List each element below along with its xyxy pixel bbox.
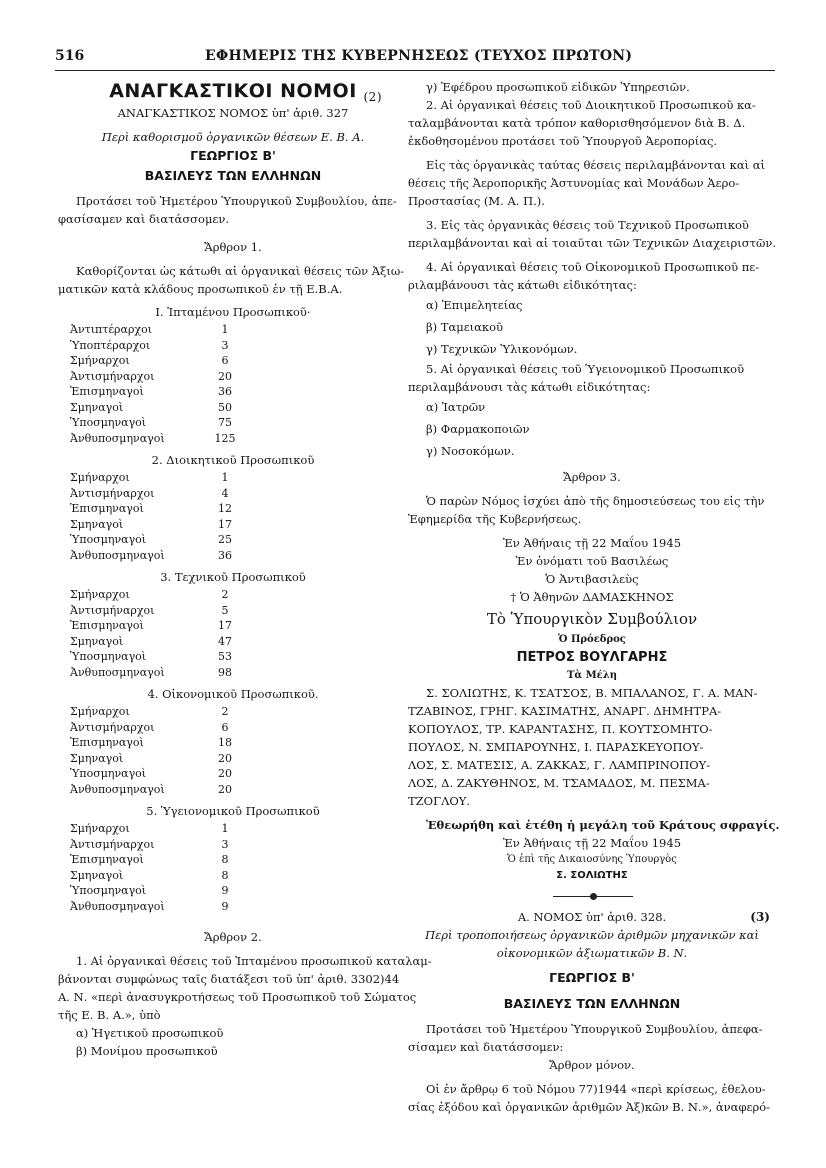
group-heading: 3. Τεχνικοῦ Προσωπικοῦ (160, 570, 306, 584)
table-row (58, 587, 408, 603)
rank-count: 6 (221, 720, 229, 734)
rank-name: Ἀντισμήναρχοι (70, 486, 155, 500)
table-row (58, 486, 408, 502)
rank-name: Ἀνθυποσμηναγοὶ (70, 899, 165, 913)
rank-count: 47 (218, 634, 232, 648)
page-header (55, 46, 775, 71)
law-title: ΑΝΑΓΚΑΣΤΙΚΟΣ ΝΟΜΟΣ ὑπ' ἀριθ. 327 (117, 106, 349, 120)
group-heading: 5. Ὑγειονομικοῦ Προσωπικοῦ (146, 804, 320, 818)
article-line: 1. Αἱ ὀργανικαὶ θέσεις τοῦ Ἱπταμένου προσωπικοῦ καταλαμ- (76, 954, 432, 968)
rank-count: 4 (221, 486, 229, 500)
table-row (58, 837, 408, 853)
rank-name: Σμηναγοὶ (70, 868, 124, 882)
rank-table (58, 322, 408, 446)
members-line: ΤΖΑΒΙΝΟΣ, ΓΡΗΓ. ΚΑΣΙΜΑΤΗΣ, ΑΝΑΡΓ. ΔΗΜΗΤΡΑ- (408, 704, 722, 718)
table-row (58, 517, 408, 533)
rank-name: Ἐπισμηναγοὶ (70, 736, 144, 749)
table-row (58, 751, 408, 767)
paragraph-line: 5. Αἱ ὀργανικαὶ θέσεις τοῦ Ὑγειονομικοῦ Προσωπικοῦ (426, 362, 745, 376)
table-row (58, 470, 408, 486)
table-row (58, 704, 408, 720)
rank-count: 20 (218, 767, 232, 780)
article-heading: Ἄρθρον 3. (563, 470, 621, 484)
section-title (58, 78, 408, 104)
article-heading: Ἄρθρον 2. (204, 930, 262, 944)
president-label: Ὁ Πρόεδρος (558, 634, 626, 645)
article-line: ματικῶν κατὰ κλάδους προσωπικοῦ ἐν τῇ Ε.Β.Α. (58, 282, 343, 296)
rank-name: Ὑποσμηναγοὶ (70, 884, 147, 897)
list-item: β) Μονίμου προσωπικοῦ (76, 1044, 218, 1058)
rank-name: Σμηναγοὶ (70, 751, 124, 765)
members-label: Τὰ Μέλη (566, 670, 618, 681)
rank-name: Σμήναρχοι (70, 705, 130, 718)
table-row (58, 868, 408, 884)
table-row (58, 369, 408, 385)
paragraph-line: 3. Εἰς τὰς ὀργανικὰς θέσεις τοῦ Τεχνικοῦ Προσωπικοῦ (426, 218, 749, 232)
article-line: τῆς Ε. Β. Α.», ὑπὸ (58, 1008, 161, 1022)
regent-label: Ὁ Ἀντιβασιλεὺς (545, 572, 639, 586)
rank-count: 12 (218, 502, 232, 515)
paragraph-line: περιλαμβάνονται καὶ αἱ τοιαῦται τῶν Τεχνικῶν Διαχειριστῶν. (408, 236, 777, 250)
paragraph-line: ριλαμβάνουσι τὰς κάτωθι εἰδικότητας: (408, 278, 637, 292)
list-item: γ) Νοσοκόμων. (426, 444, 515, 458)
rank-count: 75 (218, 416, 232, 429)
paragraph-line: Εἰς τὰς ὀργανικὰς ταύτας θέσεις περιλαμβάνονται καὶ αἱ (426, 158, 766, 172)
rank-name: Σμηναγοὶ (70, 400, 124, 414)
table-row (58, 603, 408, 619)
justice-minister-name: Σ. ΣΟΛΙΩΤΗΣ (556, 870, 628, 881)
table-row (58, 532, 408, 548)
rank-count: 3 (221, 837, 229, 851)
rank-name: Ἐπισμηναγοὶ (70, 385, 144, 398)
table-row (58, 821, 408, 837)
rank-count: 1 (221, 323, 229, 336)
paragraph-line: Οἱ ἐν ἄρθρῳ 6 τοῦ Νόμου 77)1944 «περὶ κρίσεως, ἐθελου- (426, 1082, 766, 1096)
rank-count: 2 (221, 588, 229, 601)
law-subject: Περὶ καθορισμοῦ ὀργανικῶν θέσεων Ε. Β. Α. (101, 130, 365, 144)
table-row (58, 353, 408, 369)
paragraph-line: σίας ἐξόδου καὶ ὀργανικῶν ἀριθμῶν Ἀξ)κῶν Β. Ν.», ἀναφερό- (408, 1100, 771, 1114)
rank-name: Ἀνθυποσμηναγοὶ (70, 665, 165, 679)
table-row (58, 665, 408, 681)
table-row (58, 415, 408, 431)
king-title: ΒΑΣΙΛΕΥΣ ΤΩΝ ΕΛΛΗΝΩΝ (144, 168, 322, 183)
table-row (58, 649, 408, 665)
rank-count: 1 (221, 471, 229, 484)
members-line: ΠΟΥΛΟΣ, Ν. ΣΜΠΑΡΟΥΝΗΣ, Ι. ΠΑΡΑΣΚΕΥΟΠΟΥ- (408, 740, 704, 754)
rank-name: Σμήναρχοι (70, 588, 130, 601)
table-row (58, 548, 408, 564)
in-name-line: Ἐν ὀνόματι τοῦ Βασιλέως (515, 554, 669, 568)
group-heading: Ι. Ἱπταμένου Προσωπικοῦ· (155, 305, 311, 319)
rank-count: 20 (218, 369, 232, 383)
rank-count: 3 (221, 338, 229, 352)
paragraph-line: Ἐφημερίδα τῆς Κυβερνήσεως. (408, 512, 582, 526)
article-heading: Ἄρθρον 1. (204, 240, 262, 254)
rank-count: 36 (218, 385, 232, 398)
members-line: ΛΟΣ, Σ. ΜΑΤΕΣΙΣ, Α. ΖΑΚΚΑΣ, Γ. ΛΑΜΠΡΙΝΟΠΟΥ- (408, 758, 711, 772)
members-line: ΤΖΟΓΛΟΥ. (408, 794, 471, 808)
table-row (58, 400, 408, 416)
table-row (58, 899, 408, 915)
rank-count: 5 (221, 603, 229, 617)
rank-name: Ὑποσμηναγοὶ (70, 767, 147, 780)
rank-name: Ἀνθυποσμηναγοὶ (70, 782, 165, 796)
rank-name: Σμηναγοὶ (70, 517, 124, 531)
table-row (58, 618, 408, 634)
running-title: ΕΦΗΜΕΡΙΣ ΤΗΣ ΚΥΒΕΡΝΗΣΕΩΣ (ΤΕΥΧΟΣ ΠΡΩΤΟΝ) (205, 48, 633, 64)
rank-table (58, 704, 408, 797)
rank-name: Σμήναρχοι (70, 354, 130, 367)
council-title: Τὸ Ὑπουργικὸν Συμβούλιον (486, 610, 698, 628)
article-line: Καθορίζονται ὡς κάτωθι αἱ ὀργανικαὶ θέσεις τῶν Ἀξιω- (76, 264, 405, 278)
regent-name: † Ὁ Ἀθηνῶν ΔΑΜΑΣΚΗΝΟΣ (510, 590, 674, 604)
section-title-text: ΑΝΑΓΚΑΣΤΙΚΟΙ ΝΟΜΟΙ (109, 80, 357, 102)
rank-count: 20 (218, 782, 232, 796)
table-row (58, 338, 408, 354)
rank-name: Σμήναρχοι (70, 822, 130, 835)
list-item: α) Ἰατρῶν (426, 400, 486, 414)
rank-name: Ὑποσμηναγοὶ (70, 533, 147, 546)
seal-line: Ἐθεωρήθη καὶ ἐτέθη ἡ μεγάλη τοῦ Κράτους σφραγίς. (426, 818, 780, 832)
right-column (408, 78, 780, 1116)
rank-name: Ὑποσμηναγοὶ (70, 416, 147, 429)
table-row (58, 634, 408, 650)
rank-name: Σμήναρχοι (70, 471, 130, 484)
list-item: α) Ἐπιμελητείας (426, 298, 523, 312)
rank-count: 6 (221, 354, 229, 367)
rank-count: 17 (218, 517, 232, 531)
table-row (58, 720, 408, 736)
rank-count: 8 (221, 868, 229, 882)
rank-count: 50 (218, 400, 232, 414)
article-heading: Ἄρθρον μόνον. (549, 1058, 635, 1072)
rank-name: Ὑποσμηναγοὶ (70, 650, 147, 663)
president-name: ΠΕΤΡΟΣ ΒΟΥΛΓΑΡΗΣ (516, 650, 668, 665)
rank-count: 9 (221, 884, 229, 897)
paragraph-line: ἐκδοθησομένου προτάσει τοῦ Ὑπουργοῦ Ἀεροπορίας. (408, 134, 718, 148)
paragraph-line: 4. Αἱ ὀργανικαὶ θέσεις τοῦ Οἰκονομικοῦ Προσωπικοῦ πε- (426, 260, 760, 274)
article-line: Α. Ν. «περὶ ἀνασυγκροτήσεως τοῦ Προσωπικοῦ τοῦ Σώματος (58, 990, 417, 1004)
members-line: ΚΟΠΟΥΛΟΣ, ΤΡ. ΚΑΡΑΝΤΑΣΗΣ, Π. ΚΟΥΤΣΟΜΗΤΟ- (408, 722, 713, 736)
paragraph-line: Προστασίας (Μ. Α. Π.). (408, 194, 545, 208)
group-heading: 4. Οἰκονομικοῦ Προσωπικοῦ. (147, 687, 319, 701)
rank-count: 8 (221, 853, 229, 866)
rank-name: Ἀντισμήναρχοι (70, 603, 155, 617)
rank-name: Ὑποπτέραρχοι (70, 338, 151, 352)
rank-name: Ἀντισμήναρχοι (70, 720, 155, 734)
rank-count: 1 (221, 822, 229, 835)
rank-count: 17 (218, 619, 232, 632)
king-name: ΓΕΩΡΓΙΟΣ Β' (549, 970, 635, 985)
paragraph-line: Ὁ παρὼν Νόμος ἰσχύει ἀπὸ τῆς δημοσιεύσεως του εἰς τὴν (426, 494, 765, 508)
members-line: ΛΟΣ, Δ. ΖΑΚΥΘΗΝΟΣ, Μ. ΤΣΑΜΑΔΟΣ, Μ. ΠΕΣΜΑ- (408, 776, 710, 790)
list-item: α) Ἡγετικοῦ προσωπικοῦ (76, 1026, 224, 1040)
law2-subject: Περὶ τροποποιήσεως ὀργανικῶν ἀριθμῶν μηχανικῶν καὶ (425, 928, 759, 942)
members-line: Σ. ΣΟΛΙΩΤΗΣ, Κ. ΤΣΑΤΣΟΣ, Β. ΜΠΑΛΑΝΟΣ, Γ. Α. ΜΑΝ- (426, 686, 758, 700)
rank-table (58, 470, 408, 563)
law2-subject: οἰκονομικῶν ἀξιωματικῶν Β. Ν. (496, 946, 688, 960)
paragraph-line: θέσεις τῆς Ἀεροπορικῆς Ἀστυνομίας καὶ Μονάδων Ἀερο- (408, 176, 740, 190)
justice-minister-label: Ὁ ἐπὶ τῆς Δικαιοσύνης Ὑπουργὸς (507, 854, 677, 865)
king-name: ΓΕΩΡΓΙΟΣ Β' (190, 148, 276, 163)
paragraph-line: περιλαμβάνουσι τὰς κάτωθι εἰδικότητας: (408, 380, 651, 394)
section-divider (408, 884, 776, 908)
table-row (58, 883, 408, 899)
law2-title (408, 908, 776, 926)
list-item: β) Ταμειακοῦ (426, 320, 504, 334)
preamble-line: Προτάσει τοῦ Ἡμετέρου Ὑπουργικοῦ Συμβουλίου, ἀπεφα- (426, 1022, 763, 1036)
table-row (58, 852, 408, 868)
rank-name: Ἐπισμηναγοὶ (70, 619, 144, 632)
preamble-line: σίσαμεν καὶ διατάσσομεν: (408, 1040, 564, 1054)
rank-count: 53 (218, 650, 232, 663)
table-row (58, 782, 408, 798)
left-column (58, 78, 432, 1060)
page-number: 516 (55, 48, 85, 64)
list-item: β) Φαρμακοποιῶν (426, 422, 530, 436)
rank-name: Ἐπισμηναγοὶ (70, 853, 144, 866)
table-row (58, 766, 408, 782)
table-row (58, 431, 408, 447)
rank-name: Ἀνθυποσμηναγοὶ (70, 431, 165, 445)
rank-count: 98 (218, 665, 232, 679)
law2-number: (3) (750, 910, 770, 924)
preamble-line: Προτάσει τοῦ Ἡμετέρου Ὑπουργικοῦ Συμβουλίου, ἀπε- (76, 194, 397, 208)
rank-name: Σμηναγοὶ (70, 634, 124, 648)
rank-table (58, 587, 408, 680)
rank-count: 18 (218, 736, 232, 749)
rank-count: 20 (218, 751, 232, 765)
rank-name: Ἀντιπτέραρχοι (70, 323, 153, 336)
paragraph-line: ταλαμβάνονται κατὰ τρόπον καθορισθησόμενον διὰ Β. Δ. (408, 116, 746, 130)
table-row (58, 501, 408, 517)
table-row (58, 384, 408, 400)
rank-name: Ἀντισμήναρχοι (70, 837, 155, 851)
law2-title-text: Α. ΝΟΜΟΣ ὑπ' ἀριθ. 328. (517, 910, 667, 924)
rank-table (58, 821, 408, 914)
rank-count: 9 (221, 899, 229, 913)
date-line: Ἐν Ἀθήναις τῇ 22 Μαΐου 1945 (502, 836, 682, 850)
preamble-line: φασίσαμεν καὶ διατάσσομεν. (58, 212, 230, 226)
date-line: Ἐν Ἀθήναις τῇ 22 Μαΐου 1945 (502, 536, 682, 550)
table-row (58, 735, 408, 751)
list-item: γ) Τεχνικῶν Ὑλικονόμων. (426, 342, 578, 356)
group-heading: 2. Διοικητικοῦ Προσωπικοῦ (151, 453, 315, 467)
list-item: γ) Ἐφέδρου προσωπικοῦ εἰδικῶν Ὑπηρεσιῶν. (426, 80, 690, 94)
rank-count: 2 (221, 705, 229, 718)
section-number: (2) (363, 90, 382, 104)
king-title: ΒΑΣΙΛΕΥΣ ΤΩΝ ΕΛΛΗΝΩΝ (503, 996, 681, 1011)
rank-count: 36 (218, 548, 232, 562)
rank-name: Ἀντισμήναρχοι (70, 369, 155, 383)
paragraph-line: 2. Αἱ ὀργανικαὶ θέσεις τοῦ Διοικητικοῦ Προσωπικοῦ κα- (426, 98, 756, 112)
article-line: βάνονται συμφώνως ταῖς διατάξεσι τοῦ ὑπ' ἀριθ. 3302)44 (58, 972, 400, 986)
rank-count: 125 (214, 431, 236, 445)
rank-name: Ἐπισμηναγοὶ (70, 502, 144, 515)
rank-count: 25 (218, 533, 232, 546)
rank-name: Ἀνθυποσμηναγοὶ (70, 548, 165, 562)
table-row (58, 322, 408, 338)
